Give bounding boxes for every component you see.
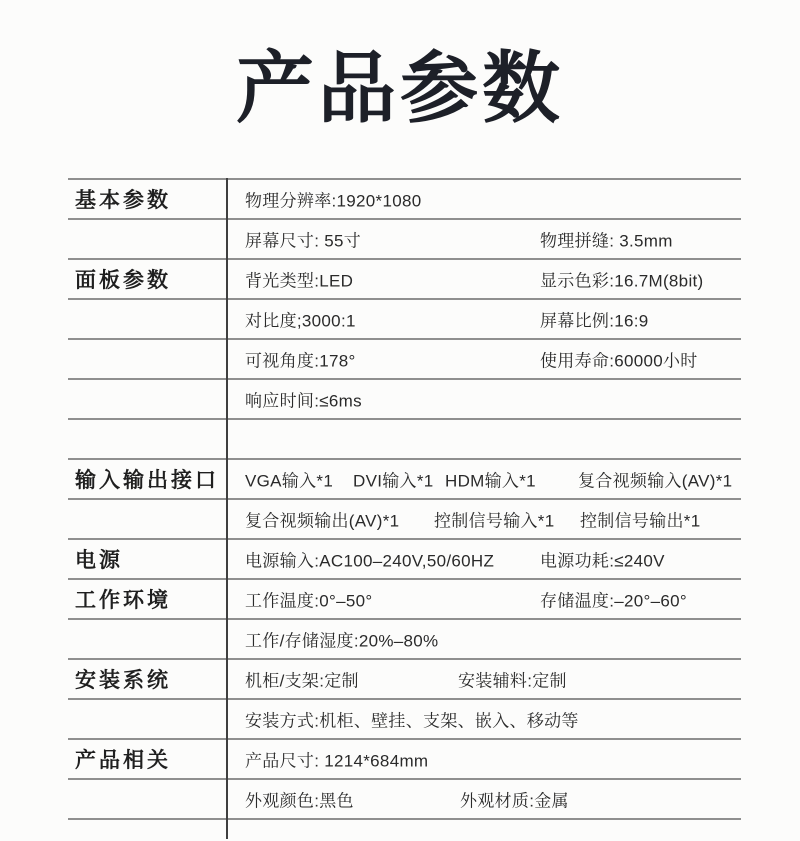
row-category-label — [68, 500, 228, 538]
spec-value: 控制信号输入*1 — [434, 511, 555, 531]
spec-value: 屏幕尺寸: 55寸 — [245, 231, 362, 251]
spec-value: 电源功耗:≤240V — [540, 551, 665, 571]
spec-value: DVI输入*1 — [353, 471, 434, 491]
row-content-cell — [228, 220, 741, 258]
spec-value: 屏幕比例:16:9 — [540, 311, 649, 331]
row-content-cell — [228, 180, 741, 218]
spec-value: 响应时间:≤6ms — [245, 391, 362, 411]
row-category-label — [68, 420, 228, 458]
row-category-label — [68, 340, 228, 378]
table-row — [68, 458, 741, 498]
table-row — [68, 578, 741, 618]
row-category-label: 产品相关 — [75, 749, 171, 772]
table-row — [68, 178, 741, 218]
spec-value: 工作温度:0°–50° — [245, 591, 373, 611]
spec-value: 机柜/支架:定制 — [245, 671, 359, 691]
table-column-divider — [226, 178, 228, 839]
spec-value: 可视角度:178° — [245, 351, 356, 371]
row-category-label: 电源 — [75, 549, 123, 572]
row-content-cell — [228, 700, 741, 738]
table-row — [68, 338, 741, 378]
spec-value: 安装方式:机柜、壁挂、支架、嵌入、移动等 — [245, 711, 579, 731]
row-content-cell — [228, 740, 741, 778]
row-category-label: 安装系统 — [75, 669, 171, 692]
row-content-cell — [228, 420, 741, 458]
spec-value: HDM输入*1 — [445, 471, 536, 491]
table-row — [68, 538, 741, 578]
table-partial-bottom-row — [68, 818, 741, 841]
table-row — [68, 658, 741, 698]
spec-value: 安装辅料:定制 — [458, 671, 567, 691]
spec-value: 产品尺寸: 1214*684mm — [245, 751, 429, 771]
spec-value: 使用寿命:60000小时 — [540, 351, 698, 371]
spec-value: 物理分辨率:1920*1080 — [245, 191, 422, 211]
row-content-cell — [228, 780, 741, 818]
spec-value: 工作/存储湿度:20%–80% — [245, 631, 439, 651]
row-category-label — [68, 780, 228, 818]
row-category-label: 面板参数 — [75, 269, 171, 292]
spec-value: 背光类型:LED — [245, 271, 354, 291]
table-row — [68, 218, 741, 258]
spec-value: 外观材质:金属 — [460, 791, 569, 811]
spec-value: 存储温度:–20°–60° — [540, 591, 687, 611]
row-content-cell — [228, 380, 741, 418]
table-row — [68, 618, 741, 658]
table-row — [68, 698, 741, 738]
table-row — [68, 738, 741, 778]
spec-value: 复合视频输入(AV)*1 — [578, 471, 733, 491]
row-content-cell — [228, 540, 741, 578]
row-content-cell — [228, 660, 741, 698]
row-category-label: 工作环境 — [75, 589, 171, 612]
table-row — [68, 418, 741, 458]
row-content-cell — [228, 500, 741, 538]
table-row — [68, 498, 741, 538]
row-category-label — [68, 620, 228, 658]
row-content-cell — [228, 620, 741, 658]
spec-value: 复合视频输出(AV)*1 — [245, 511, 400, 531]
row-category-label — [68, 300, 228, 338]
row-content-cell — [228, 580, 741, 618]
row-category-label — [68, 380, 228, 418]
spec-value: 电源输入:AC100–240V,50/60HZ — [245, 551, 495, 571]
row-category-label: 基本参数 — [75, 189, 171, 212]
row-content-cell — [228, 460, 741, 498]
row-category-label — [68, 700, 228, 738]
spec-value: 物理拼缝: 3.5mm — [540, 231, 673, 251]
spec-value: 控制信号输出*1 — [580, 511, 701, 531]
row-category-label — [68, 220, 228, 258]
page-title: 产品参数 — [235, 44, 564, 132]
row-content-cell — [228, 260, 741, 298]
table-row — [68, 298, 741, 338]
table-row — [68, 378, 741, 418]
row-content-cell — [228, 300, 741, 338]
row-content-cell — [228, 340, 741, 378]
spec-table-rows — [68, 178, 741, 818]
spec-value: 外观颜色:黑色 — [245, 791, 354, 811]
table-row — [68, 258, 741, 298]
table-row — [68, 778, 741, 818]
spec-value: 对比度;3000:1 — [245, 311, 356, 331]
spec-value: 显示色彩:16.7M(8bit) — [540, 271, 704, 291]
row-category-label: 输入输出接口 — [75, 469, 219, 492]
spec-value: VGA输入*1 — [245, 471, 334, 491]
spec-table — [68, 178, 741, 839]
